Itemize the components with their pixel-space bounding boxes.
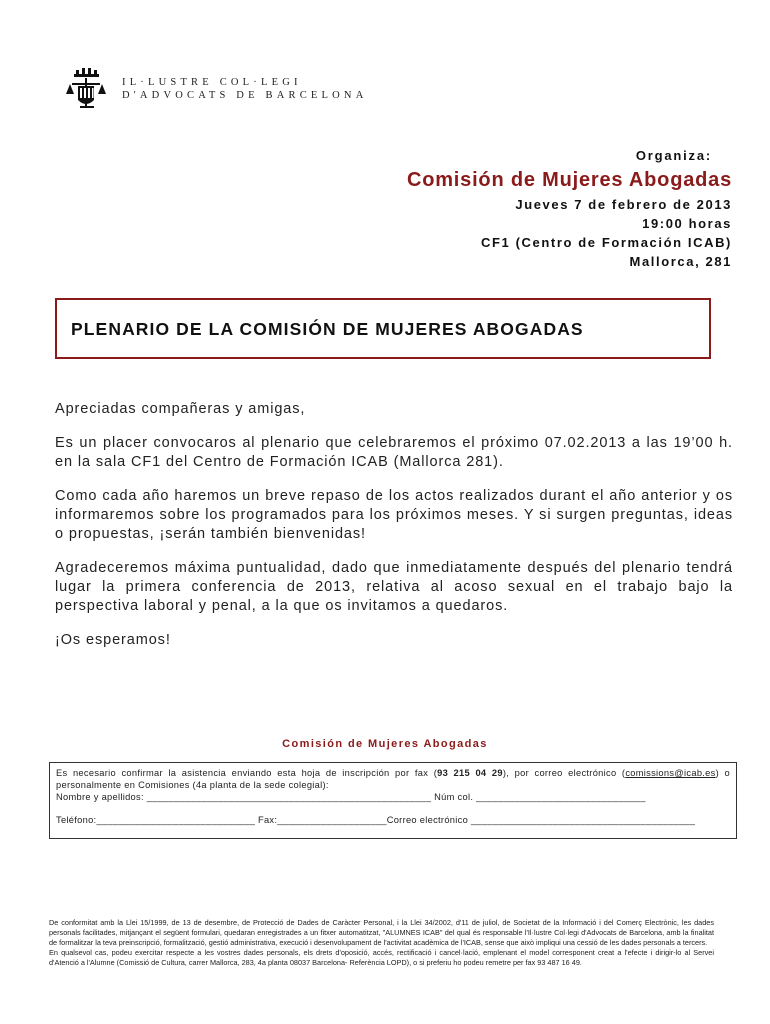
- form-instructions: [56, 767, 730, 791]
- phone-label: Teléfono:: [56, 815, 97, 825]
- organization-name: [122, 76, 368, 102]
- fax-label: Fax:: [257, 815, 278, 825]
- num-col-label: Núm col.: [434, 792, 474, 802]
- registration-form: [49, 762, 737, 839]
- email-label: Correo electrónico: [386, 815, 469, 825]
- greeting: Apreciadas compañeras y amigas,: [55, 401, 306, 417]
- document-title: PLENARIO DE LA COMISIÓN DE MUJERES ABOGADAS: [71, 319, 584, 339]
- event-info: [407, 148, 732, 271]
- paragraph-3: Agradeceremos máxima puntualidad, dado que inmediatamente después del plenario tendrá lugar la primera conferencia de 2013, relativa al acoso sexual en el trabajo bajo la perspectiva laboral y penal, a la que os invitamos a quedaros.: [55, 560, 733, 614]
- name-field[interactable]: ____________________________________________________: [146, 792, 432, 802]
- legal-paragraph-2: En qualsevol cas, podeu exercitar respecte a les vostres dades personals, els drets d'oposició, accés, rectificació i cancel·lació, emplenant el model corresponent creat a l'efecte i dirigir-lo al Servei d'Atenció a l'Alumne (Comissió de Cultura, carrer Mallorca, 283, 4a planta 08037 Barcelona- Referència LOPD), o si preferiu ho podeu remetre per fax 93 487 16 49.: [49, 948, 714, 967]
- paragraph-2: Como cada año haremos un breve repaso de los actos realizados durant el año anterior y os informaremos sobre los programados para los próximos meses. Y si surgen preguntas, ideas o propuestas, ¡serán también bienvenidas!: [55, 488, 733, 542]
- phone-field[interactable]: _____________________________: [96, 815, 256, 825]
- form-heading: Comisión de Mujeres Abogadas: [282, 738, 488, 750]
- closing: ¡Os esperamos!: [55, 632, 171, 648]
- event-date: Jueves 7 de febrero de 2013: [515, 197, 732, 212]
- instructions-text-c: ) o personalmente en Comisiones (4a planta de la sede colegial):: [56, 768, 730, 790]
- instructions-text-a: Es necesario confirmar la asistencia enviando esta hoja de inscripción por fax (: [56, 768, 438, 778]
- fax-number: 93 215 04 29: [437, 768, 503, 778]
- paragraph-1: Es un placer convocaros al plenario que celebraremos el próximo 07.02.2013 a las 19’00 h. en la sala CF1 del Centro de Formación ICAB (Mallorca 281).: [55, 435, 733, 470]
- letter-body: [55, 400, 733, 665]
- instructions-text-b: ), por correo electrónico (: [502, 768, 626, 778]
- form-row-contact: [56, 814, 730, 826]
- event-address: Mallorca, 281: [629, 254, 732, 269]
- name-label: Nombre y apellidos:: [56, 792, 144, 802]
- organiza-label: Organiza:: [635, 148, 712, 163]
- form-row-name: [56, 791, 730, 803]
- num-col-field[interactable]: _______________________________: [476, 792, 646, 802]
- legal-paragraph-1: De conformitat amb la Llei 15/1999, de 13 de desembre, de Protecció de Dades de Caràcter Personal, i la Llei 34/2002, d'11 de juliol, de Societat de la Informació i del Comerç Electrònic, les dades personals facilitades, mitjançant el següent formulari, quedaran enregistrades a un fitxer automatitzat, "ALUMNES ICAB" del qual és responsable l'Il·lustre Col·legi d'Advocats de Barcelona, amb la finalitat de formalitzar la teva preinscripció, formalització, gestió administrativa, execució i desenvolupament de l'activitat acadèmica de l'ICAB, sense que això impliqui una cessió de les dades personals a tercers.: [49, 918, 714, 947]
- event-time: 19:00 horas: [642, 216, 732, 231]
- email-link[interactable]: comissions@icab.es: [625, 768, 716, 778]
- organization-line-2: D'ADVOCATS DE BARCELONA: [122, 90, 368, 101]
- title-box: [55, 298, 711, 359]
- legal-notice: [49, 918, 714, 988]
- event-venue: CF1 (Centro de Formación ICAB): [481, 235, 732, 250]
- fax-field[interactable]: ____________________: [277, 815, 387, 825]
- organization-line-1: IL·LUSTRE COL·LEGI: [122, 77, 302, 88]
- organizer-name: Comisión de Mujeres Abogadas: [406, 169, 732, 191]
- email-field[interactable]: _________________________________________: [470, 815, 696, 825]
- icab-crest-icon: [62, 68, 112, 110]
